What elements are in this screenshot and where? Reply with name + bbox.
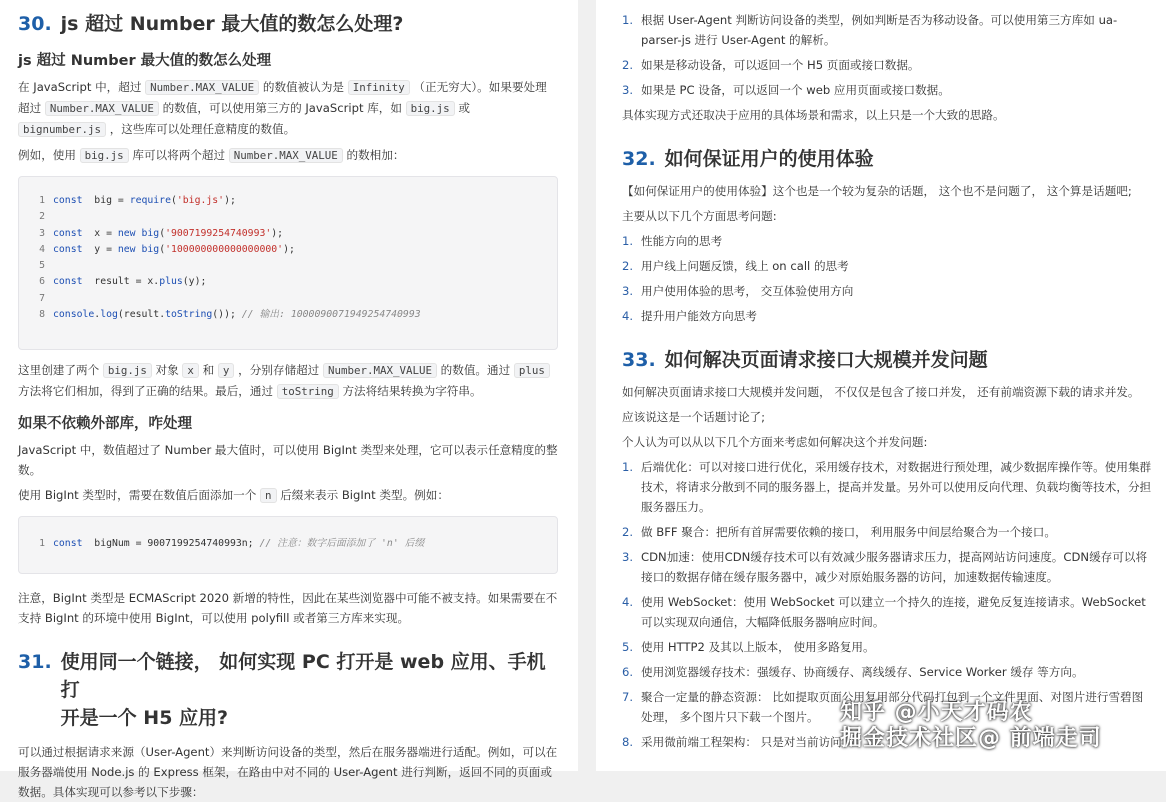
list-number: 8. bbox=[622, 735, 634, 749]
text-run: 库可以将两个超过 bbox=[128, 148, 229, 162]
list-number: 3. bbox=[622, 83, 634, 97]
list-number: 4. bbox=[622, 309, 634, 323]
list-number: 1. bbox=[622, 13, 634, 27]
list-number: 1. bbox=[622, 234, 634, 248]
list-text: 做 BFF 聚合：把所有首屏需要依赖的接口， 利用服务中间层给聚合为一个接口。 bbox=[641, 525, 1056, 539]
list-number: 5. bbox=[622, 640, 634, 654]
inline-code: Infinity bbox=[348, 80, 410, 95]
list-number: 3. bbox=[622, 550, 634, 564]
paragraph: 应该说这是一个话题讨论了; bbox=[622, 410, 766, 424]
code-block bbox=[18, 516, 558, 574]
list-text: CDN加速：使用CDN缓存技术可以有效减少服务器请求压力，提高网站访问速度。CDN缓存可以将接口的数据存储在缓存服务器中，减少对原始服务器的访问，加速数据传输速度。 bbox=[641, 550, 1148, 584]
subsection-title: 如果不依赖外部库，咋处理 bbox=[18, 416, 192, 432]
right-page bbox=[596, 0, 1166, 771]
left-page bbox=[0, 0, 578, 799]
code-token: console bbox=[53, 309, 95, 321]
code-line bbox=[19, 274, 557, 290]
code-token: ); bbox=[271, 227, 284, 239]
list-text: 性能方向的思考 bbox=[641, 234, 723, 248]
section-number: 32. bbox=[622, 148, 656, 170]
line-number: 8 bbox=[39, 309, 45, 321]
text-run: 后缀来表示 BigInt 类型。例如： bbox=[276, 488, 449, 502]
subsection-title: js 超过 Number 最大值的数怎么处理 bbox=[18, 53, 272, 69]
title-line: 使用同一个链接， 如何实现 PC 打开是 web 应用、手机打 bbox=[60, 651, 546, 701]
list-number: 7. bbox=[622, 690, 634, 704]
numbered-list bbox=[622, 10, 1152, 100]
list-item bbox=[622, 55, 1152, 75]
paragraph bbox=[18, 360, 558, 402]
list-text: 后端优化：可以对接口进行优化，采用缓存技术，对数据进行预处理，减少数据库操作等。使用集群技术，将请求分散到不同的服务器上，提高并发量。另外可以使用反向代理、负载均衡等技术，分担服务器压力。 bbox=[641, 460, 1152, 514]
list-item bbox=[622, 522, 1152, 542]
code-line bbox=[19, 242, 557, 258]
code-token: ()); bbox=[212, 309, 242, 321]
paragraph: 可以通过根据请求来源（User-Agent）来判断访问设备的类型，然后在服务器端进行适配。例如，可以在服务器端使用 Node.js 的 Express 框架，在路由中对不同的 User-Agent 进行判断，返回不同的页面或数据。具体实现可以参考以下步骤： bbox=[18, 745, 558, 799]
text-run: ，分别存储超过 bbox=[234, 363, 323, 377]
code-token: log bbox=[100, 309, 118, 321]
text-run: 这里创建了两个 bbox=[18, 363, 103, 377]
code-line bbox=[19, 258, 557, 274]
text-run: （正无穷大）。如果要处理超过 bbox=[18, 80, 547, 115]
code-token: 9007199254740993n bbox=[147, 538, 248, 549]
code-token: ; bbox=[247, 538, 260, 549]
section-title: 如何保证用户的使用体验 bbox=[664, 148, 874, 170]
inline-code: big.js bbox=[103, 363, 152, 378]
text-run: 的数值被认为是 bbox=[259, 80, 348, 94]
code-token: ( bbox=[159, 227, 166, 239]
inline-code: plus bbox=[514, 363, 550, 378]
code-block bbox=[18, 176, 558, 350]
code-line bbox=[19, 193, 557, 209]
list-item bbox=[622, 80, 1152, 100]
text-run: 例如，使用 bbox=[18, 148, 80, 162]
line-number: 6 bbox=[39, 276, 45, 288]
code-token: y = bbox=[82, 243, 118, 255]
code-token: '100000000000000000' bbox=[165, 243, 284, 255]
inline-code: big.js bbox=[80, 148, 129, 163]
code-token: 'big.js' bbox=[176, 195, 225, 206]
code-line bbox=[19, 536, 557, 552]
text-run: ，这些库可以处理任意精度的数值。 bbox=[106, 122, 296, 136]
code-token: const bbox=[53, 276, 83, 288]
code-line bbox=[19, 209, 557, 225]
list-text: 聚合一定量的静态资源： 比如提取页面公用复用部分代码打包到一个文件里面、对图片进行雪碧图处理， 多个图片只下载一个图片。 bbox=[641, 690, 1144, 724]
text-run: 的数相加： bbox=[342, 148, 405, 162]
section-32-heading bbox=[622, 145, 1152, 173]
code-token: bigNum = bbox=[82, 538, 148, 549]
code-token: ( bbox=[170, 195, 177, 206]
code-token: const bbox=[53, 243, 83, 255]
text-run: 对象 bbox=[151, 363, 183, 377]
code-token: // 注意：数字后面添加了 'n' 后缀 bbox=[259, 538, 425, 549]
line-number: 5 bbox=[39, 260, 45, 272]
inline-code: x bbox=[182, 363, 199, 378]
watermark bbox=[840, 700, 1160, 760]
list-item bbox=[622, 637, 1152, 657]
paragraph: 主要从以下几个方面思考问题: bbox=[622, 209, 777, 223]
code-token: require bbox=[129, 195, 171, 206]
code-token: result = x. bbox=[82, 276, 160, 288]
list-text: 如果是 PC 设备，可以返回一个 web 应用页面或接口数据。 bbox=[641, 83, 950, 97]
code-token: const bbox=[53, 195, 83, 206]
line-number: 1 bbox=[39, 195, 45, 206]
list-number: 3. bbox=[622, 284, 634, 298]
list-number: 6. bbox=[622, 665, 634, 679]
code-token: big bbox=[141, 243, 160, 255]
list-item bbox=[622, 10, 1152, 50]
line-number: 1 bbox=[39, 538, 45, 549]
watermark-line: 知乎 @小天才码农 bbox=[840, 700, 1033, 725]
list-text: 使用 WebSocket：使用 WebSocket 可以建立一个持久的连接，避免反复连接请求。WebSocket 可以实现双向通信，大幅降低服务器响应时间。 bbox=[641, 595, 1146, 629]
code-token: // 输出: 1000090071949254740993 bbox=[241, 309, 421, 321]
numbered-list bbox=[622, 231, 1152, 326]
text-run: 或 bbox=[454, 101, 470, 115]
list-item bbox=[622, 592, 1152, 632]
watermark-line: 掘金技术社区@ 前端走司 bbox=[840, 726, 1102, 751]
paragraph: 个人认为可以从以下几个方面来考虑如何解决这个并发问题: bbox=[622, 435, 928, 449]
text-run: 的数值。通过 bbox=[436, 363, 514, 377]
title-line: 开是一个 H5 应用? bbox=[60, 707, 229, 729]
list-item bbox=[622, 256, 1152, 276]
list-number: 1. bbox=[622, 460, 634, 474]
list-item bbox=[622, 547, 1152, 587]
list-item bbox=[622, 457, 1152, 517]
list-text: 使用 HTTP2 及其以上版本， 使用多路复用。 bbox=[641, 640, 875, 654]
list-number: 4. bbox=[622, 595, 634, 609]
code-token: '9007199254740993' bbox=[165, 227, 272, 239]
code-token: big bbox=[141, 227, 160, 239]
text-run: 的数值，可以使用第三方的 JavaScript 库，如 bbox=[158, 101, 406, 115]
paragraph bbox=[18, 145, 558, 166]
section-number: 30. bbox=[18, 13, 52, 35]
list-text: 提升用户能效方向思考 bbox=[641, 309, 757, 323]
inline-code: bignumber.js bbox=[18, 122, 106, 137]
section-30-heading bbox=[18, 10, 558, 38]
inline-code: big.js bbox=[406, 101, 455, 116]
inline-code: Number.MAX_VALUE bbox=[45, 101, 159, 116]
list-item bbox=[622, 306, 1152, 326]
inline-code: toString bbox=[277, 384, 339, 399]
list-text: 用户使用体验的思考， 交互体验使用方向 bbox=[641, 284, 854, 298]
code-token: (result. bbox=[117, 309, 166, 321]
code-token: (y); bbox=[182, 276, 207, 288]
section-title: 如何解决页面请求接口大规模并发问题 bbox=[664, 349, 988, 371]
list-text: 如果是移动设备，可以返回一个 H5 页面或接口数据。 bbox=[641, 58, 920, 72]
paragraph: 如何解决页面请求接口大规模并发问题， 不仅仅是包含了接口并发， 还有前端资源下载的请求并发。 bbox=[622, 385, 1140, 399]
section-number: 33. bbox=[622, 349, 656, 371]
list-item bbox=[622, 281, 1152, 301]
line-number: 3 bbox=[39, 227, 45, 239]
code-token: . bbox=[94, 309, 101, 321]
code-line bbox=[19, 226, 557, 242]
list-text: 用户线上问题反馈，线上 on call 的思考 bbox=[641, 259, 849, 273]
code-token: new bbox=[117, 243, 136, 255]
inline-code: Number.MAX_VALUE bbox=[229, 148, 343, 163]
code-token: ); bbox=[283, 243, 295, 255]
line-number: 4 bbox=[39, 243, 45, 255]
section-number: 31. bbox=[18, 651, 52, 673]
code-token: const bbox=[53, 538, 83, 549]
text-run: 使用 BigInt 类型时，需要在数值后面添加一个 bbox=[18, 488, 260, 502]
code-token: big = bbox=[82, 195, 130, 206]
inline-code: Number.MAX_VALUE bbox=[323, 363, 437, 378]
section-31-heading bbox=[18, 648, 558, 732]
paragraph: 具体实现方式还取决于应用的具体场景和需求，以上只是一个大致的思路。 bbox=[622, 108, 1005, 122]
code-token: plus bbox=[159, 276, 183, 288]
paragraph bbox=[18, 77, 558, 140]
list-number: 2. bbox=[622, 58, 634, 72]
code-token: ( bbox=[159, 243, 166, 255]
list-item bbox=[622, 231, 1152, 251]
text-run: 在 JavaScript 中，超过 bbox=[18, 80, 146, 94]
line-number: 7 bbox=[39, 292, 45, 304]
text-run: 和 bbox=[198, 363, 218, 377]
code-line bbox=[19, 307, 557, 323]
list-text: 采用微前端工程架构： 只是对当前访问 bbox=[641, 735, 842, 749]
code-token: toString bbox=[165, 309, 213, 321]
code-token: new bbox=[117, 227, 136, 239]
list-number: 2. bbox=[622, 259, 634, 273]
code-token: ); bbox=[224, 195, 236, 206]
text-run: 方法将结果转换为字符串。 bbox=[338, 384, 482, 398]
paragraph: 【如何保证用户的使用体验】这个也是一个较为复杂的话题， 这个也不是问题了， 这个算是话题吧; bbox=[622, 184, 1132, 198]
inline-code: n bbox=[260, 488, 277, 503]
code-line bbox=[19, 291, 557, 307]
inline-code: y bbox=[218, 363, 235, 378]
list-text: 使用浏览器缓存技术：强缓存、协商缓存、离线缓存、Service Worker 缓存 等方向。 bbox=[641, 665, 1084, 679]
section-33-heading bbox=[622, 346, 1152, 374]
list-item bbox=[622, 662, 1152, 682]
list-number: 2. bbox=[622, 525, 634, 539]
code-token: x = bbox=[82, 227, 118, 239]
paragraph: 注意，BigInt 类型是 ECMAScript 2020 新增的特性，因此在某些浏览器中可能不被支持。如果需要在不支持 BigInt 的环境中使用 BigInt，可以使用 polyfill 或者第三方库来实现。 bbox=[18, 591, 558, 625]
line-number: 2 bbox=[39, 211, 45, 223]
paragraph: JavaScript 中，数值超过了 Number 最大值时，可以使用 BigInt 类型来处理，它可以表示任意精度的整数。 bbox=[18, 443, 558, 477]
section-title bbox=[61, 648, 558, 732]
text-run: 方法将它们相加，得到了正确的结果。最后，通过 bbox=[18, 384, 277, 398]
paragraph bbox=[18, 485, 558, 506]
inline-code: Number.MAX_VALUE bbox=[145, 80, 259, 95]
list-text: 根据 User-Agent 判断访问设备的类型，例如判断是否为移动设备。可以使用第三方库如 ua-parser-js 进行 User-Agent 的解析。 bbox=[641, 13, 1118, 47]
code-token: const bbox=[53, 227, 83, 239]
section-title: js 超过 Number 最大值的数怎么处理? bbox=[60, 13, 404, 35]
